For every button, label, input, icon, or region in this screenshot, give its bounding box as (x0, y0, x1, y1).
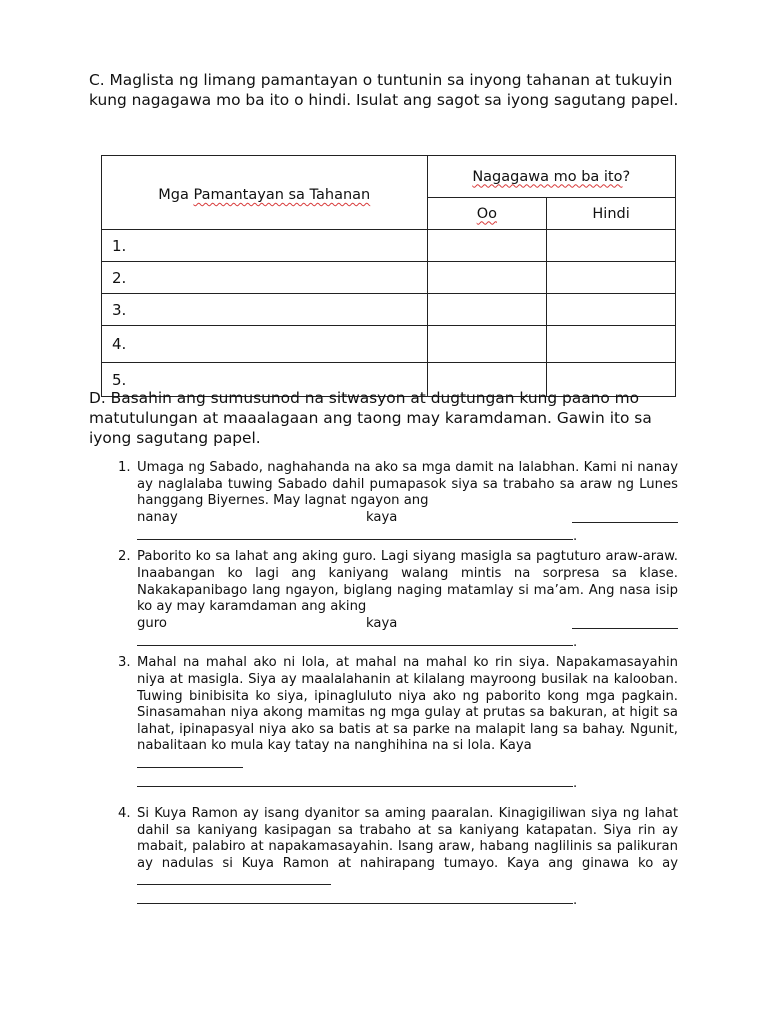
row-number: 1. (102, 230, 428, 262)
answer-line-2 (137, 891, 678, 910)
item-lead-word: nanay (137, 509, 178, 525)
list-item (118, 806, 678, 910)
list-item (118, 655, 678, 792)
answer-line-2 (137, 633, 678, 652)
header-yes-text: Oo (476, 205, 497, 222)
answer-blank[interactable] (572, 616, 678, 629)
table-row (102, 262, 676, 294)
section-c-instructions: C. Maglista ng limang pamantayan o tuntunin sa inyong tahanan at tukuyin kung nagagawa mo ba ito o hindi. Isulat ang sagot sa iyong sagutang papel. (89, 71, 679, 109)
no-cell[interactable] (547, 294, 676, 326)
item-number: 2. (118, 549, 131, 565)
header-done-text: Nagagawa mo ba ito (472, 168, 623, 185)
header-done-mark: ? (622, 168, 631, 185)
answer-blank[interactable] (137, 891, 573, 904)
answer-line (137, 755, 678, 774)
table-row (102, 230, 676, 262)
item-text: Mahal na mahal ako ni lola, at mahal na mahal ko rin siya. Napakamasayahin niya at masigla. Siya ay maalalahanin at kilalang mayroong busilak na kalooban. Tuwing binibisita ko siya, ipinagluluto niya ako ng paborito kong mga pagkain. Sinasamahan niya akong mamitas ng mga gulay at prutas sa bakuran, at higit sa lahat, ipinapasyal niya ako sa batis at sa parke na malapit lang sa bahay. Ngunit, nabalitaan ko mula kay tatay na nanghihina na si lola. Kaya (137, 655, 678, 754)
household-rules-table (101, 155, 676, 397)
item-text: Umaga ng Sabado, naghahanda na ako sa mga damit na lalabhan. Kami ni nanay ay naglalaba tuwing Sabado dahil pumapasok siya sa trabaho sa araw ng Lunes hanggang Biyernes. May lagnat ngayon ang (137, 460, 678, 509)
row-number: 2. (102, 262, 428, 294)
item-end: . (573, 634, 578, 650)
header-rules-text: Pamantayan sa Tahanan (193, 187, 371, 203)
answer-blank[interactable] (137, 774, 573, 787)
item-number: 3. (118, 655, 131, 671)
answer-line (137, 510, 678, 527)
header-rules-prefix: Mga (158, 187, 194, 203)
list-item (118, 460, 678, 545)
header-rules (102, 156, 428, 230)
row-number: 3. (102, 294, 428, 326)
no-cell[interactable] (547, 230, 676, 262)
answer-line (137, 616, 678, 633)
item-lead-word: guro (137, 615, 167, 631)
row-number: 5. (102, 363, 428, 397)
item-end: . (573, 775, 578, 791)
answer-blank[interactable] (137, 633, 573, 646)
answer-line-2 (137, 774, 678, 793)
answer-blank[interactable] (137, 755, 243, 768)
item-text: Paborito ko sa lahat ang aking guro. Lagi siyang masigla sa pagtuturo araw-araw. Inaabangan ko lagi ang kaniyang walang mintis na sorpresa sa klase. Nakakapanibago lang ngayon, biglang naging matamlay si ma’am. Ang nasa isip ko ay may karamdaman ang aking (137, 549, 678, 615)
table-header-row (102, 156, 676, 198)
item-end: . (573, 528, 578, 544)
header-yes (427, 198, 547, 230)
table-row (102, 294, 676, 326)
no-cell[interactable] (547, 262, 676, 294)
item-kaya-word: kaya (366, 615, 398, 631)
item-number: 4. (118, 806, 131, 822)
item-end: . (573, 893, 578, 909)
item-text: Si Kuya Ramon ay isang dyanitor sa aming paaralan. Kinagigiliwan siya ng lahat dahil sa kaniyang kasipagan sa trabaho at sa kaniyang katapatan. Siya rin ay mabait, palabiro at napakamasayahin. Isang araw, habang naglilinis sa palikuran ay nadulas si Kuya Ramon at nahirapang tumayo. Kaya ang ginawa ko ay (137, 806, 678, 871)
yes-cell[interactable] (427, 326, 547, 363)
yes-cell[interactable] (427, 230, 547, 262)
yes-cell[interactable] (427, 294, 547, 326)
item-kaya-word: kaya (366, 509, 398, 525)
row-number: 4. (102, 326, 428, 363)
table-row (102, 326, 676, 363)
answer-blank[interactable] (137, 527, 573, 540)
section-d-instructions: D. Basahin ang sumusunod na sitwasyon at dugtungan kung paano mo matutulungan at maaalagaan ang taong may karamdaman. Gawin ito sa iyong sagutang papel. (89, 389, 652, 447)
yes-cell[interactable] (427, 262, 547, 294)
answer-line-2 (137, 527, 678, 546)
header-done-question (427, 156, 675, 198)
list-item (118, 549, 678, 651)
header-no: Hindi (547, 198, 676, 230)
answer-blank[interactable] (137, 872, 331, 885)
item-number: 1. (118, 460, 131, 475)
situation-list (118, 460, 678, 910)
no-cell[interactable] (547, 326, 676, 363)
answer-blank[interactable] (572, 510, 678, 523)
